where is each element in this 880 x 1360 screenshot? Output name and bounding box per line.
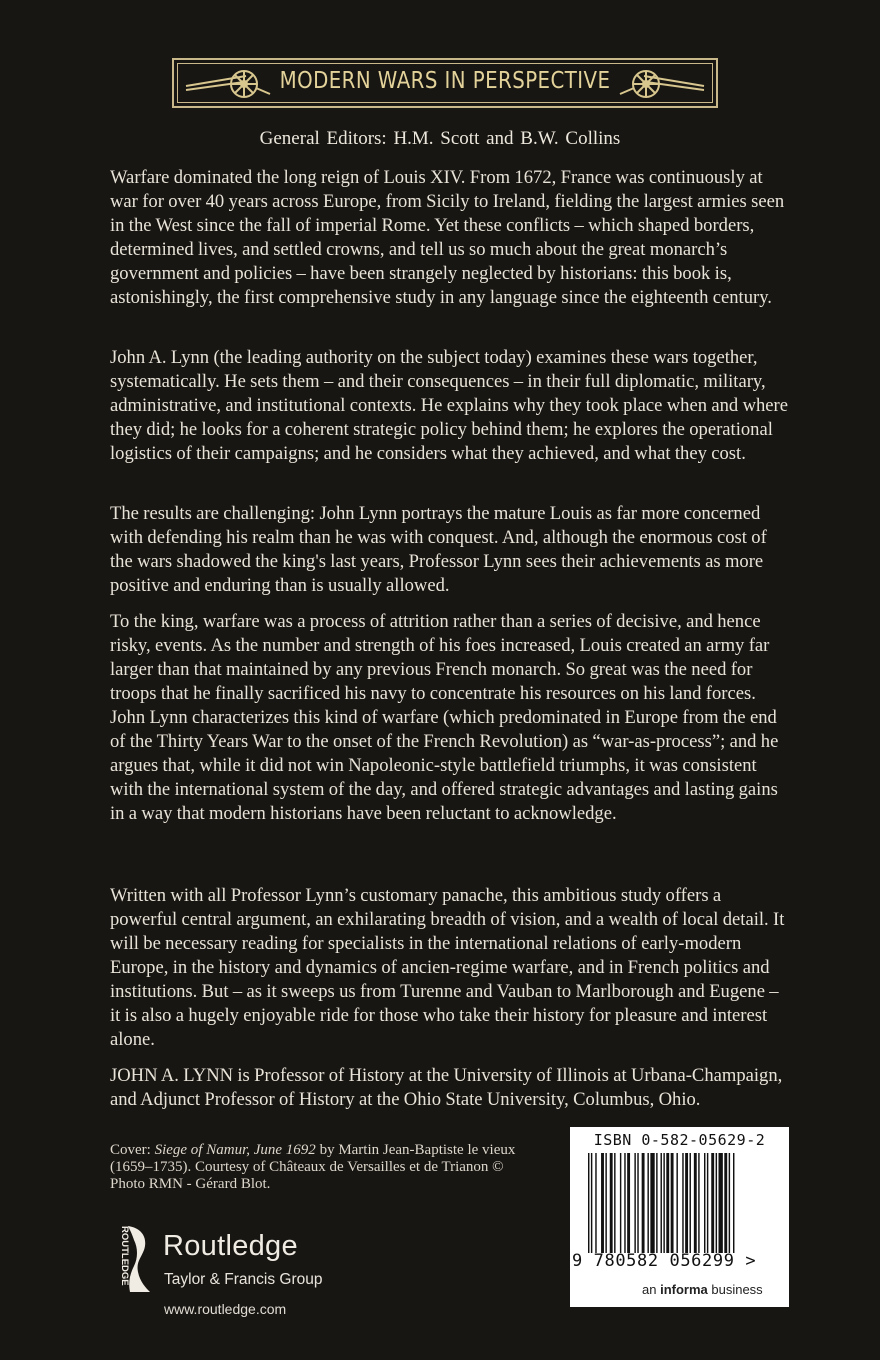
informa-brand: informa — [660, 1282, 708, 1297]
informa-suffix: business — [707, 1282, 763, 1297]
barcode-panel — [570, 1127, 789, 1307]
publisher-name: Routledge — [163, 1230, 298, 1262]
blurb-paragraph-3: The results are challenging: John Lynn portrays the mature Louis as far more concerned with defending his realm than he was with conquest. And, although the enormous cost of the wars shadowed the king's last years, Professor Lynn sees their achievements as more positive and enduring than is usually allowed. — [110, 503, 767, 596]
blurb-paragraph-5: Written with all Professor Lynn’s customary panache, this ambitious study offers a powerful central argument, an exhilarating breadth of vision, and a wealth of local detail. It will be necessary reading for specialists in the international relations of early-modern Europe, in the history and dynamics of ancien-regime warfare, and in French politics and institutions. But – as it sweeps us from Turenne and Vauban to Marlborough and Eugene – it is also a hugely enjoyable ride for those who take their history for pleasure and interest alone. — [110, 885, 785, 1050]
cover-credit-prefix: Cover: — [110, 1142, 155, 1158]
ean-digits: 9 780582 056299 > — [572, 1251, 757, 1271]
cover-painting-title: Siege of Namur, June 1692 — [154, 1142, 316, 1158]
general-editors: General Editors: H.M. Scott and B.W. Collins — [259, 128, 621, 149]
cover-credit — [110, 1142, 540, 1193]
cannon-icon — [618, 64, 708, 100]
author-bio: JOHN A. LYNN is Professor of History at the University of Illinois at Urbana-Champaign, and Adjunct Professor of History at the Ohio State University, Columbus, Ohio. — [110, 1065, 783, 1110]
cover-credit-details: by Martin Jean-Baptiste le vieux (1659–1735). Courtesy of Châteaux de Versailles et de Trianon © Photo RMN - Gérard Blot. — [110, 1142, 516, 1192]
routledge-logo-wordmark: ROUTLEDGE — [119, 1226, 130, 1286]
informa-tagline — [642, 1282, 763, 1297]
series-title: MODERN WARS IN PERSPECTIVE — [279, 68, 611, 94]
barcode-icon — [582, 1153, 782, 1253]
informa-prefix: an — [642, 1282, 661, 1297]
blurb-paragraph-4: To the king, warfare was a process of attrition rather than a series of decisive, and hence risky, events. As the number and strength of his foes increased, Louis created an army far larger than that maintained by any previous French monarch. So great was the need for troops that he finally sacrificed his navy to concentrate his resources on his land forces. John Lynn characterizes this kind of warfare (which predominated in Europe from the end of the Thirty Years War to the onset of the French Revolution) as “war-as-process”; and he argues that, while it did not win Napoleonic-style battlefield triumphs, it was consistent with the international system of the day, and offered strategic advantages and lasting gains in a way that modern historians have been reluctant to acknowledge. — [110, 611, 779, 824]
blurb-paragraph-1: Warfare dominated the long reign of Louis XIV. From 1672, France was continuously at war for over 40 years across Europe, from Sicily to Ireland, fielding the largest armies seen in the West since the fall of imperial Rome. Yet these conflicts – which shaped borders, determined lives, and settled crowns, and tell us so much about the great monarch’s government and policies – have been strangely neglected by historians: this book is, astonishingly, the first comprehensive study in any language since the eighteenth century. — [110, 167, 785, 308]
blurb-paragraph-2: John A. Lynn (the leading authority on the subject today) examines these wars together, systematically. He sets them – and their consequences – in their full diplomatic, military, administrative, and institutional contexts. He explains why they took place when and where they did; he looks for a coherent strategic policy behind them; he explores the operational logistics of their campaigns; and he considers what they achieved, and what they cost. — [110, 347, 788, 464]
publisher-group: Taylor & Francis Group — [164, 1271, 323, 1288]
isbn-number: ISBN 0-582-05629-2 — [593, 1131, 766, 1149]
publisher-website: www.routledge.com — [164, 1301, 287, 1317]
series-banner — [172, 58, 718, 108]
routledge-logo-icon — [108, 1222, 152, 1294]
